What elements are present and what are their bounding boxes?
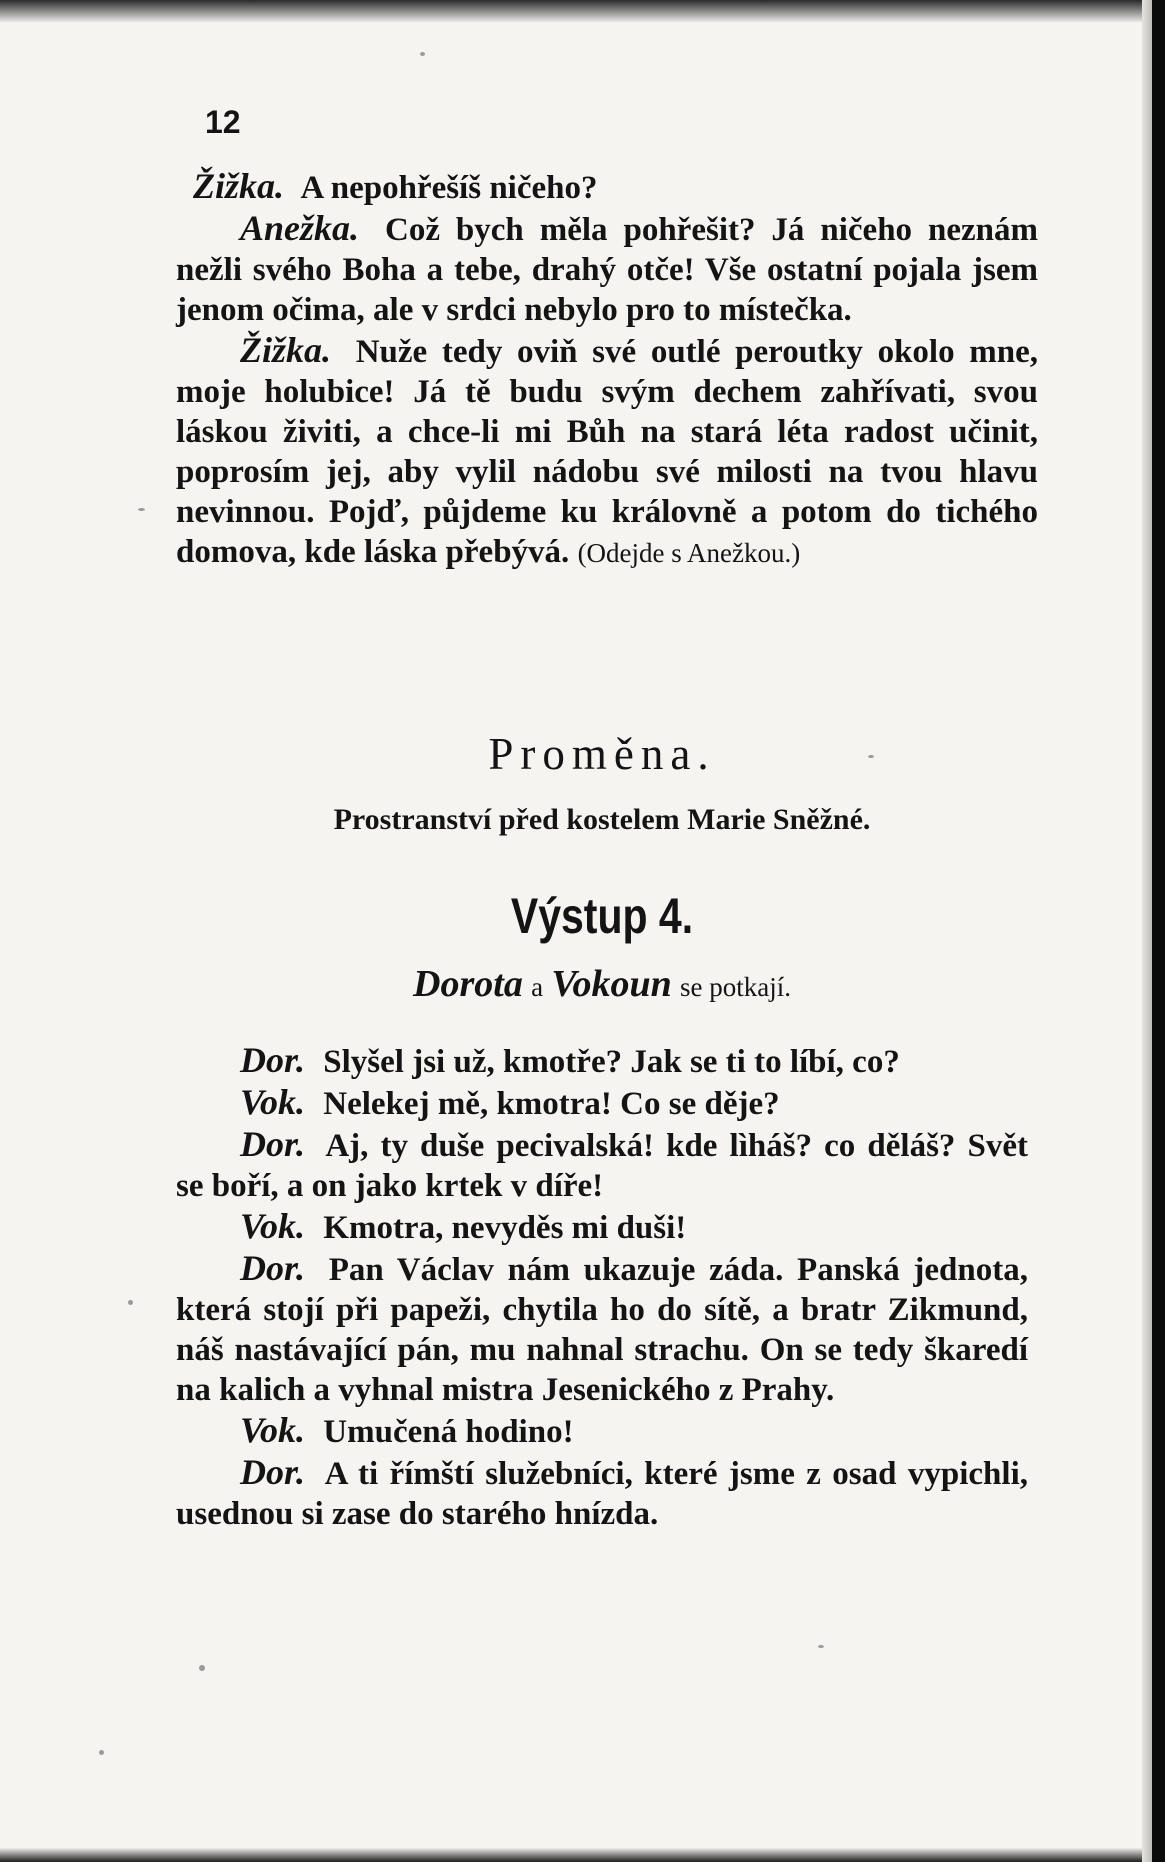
speech-text: Aj, ty duše pecivalská! kde lìháš? co děláš? Svět se boří, a on jako krtek v díře!: [176, 1128, 1028, 1204]
print-speck: [128, 1300, 133, 1305]
speaker-name: Dor.: [240, 1248, 306, 1288]
character-entry: [176, 962, 1028, 1006]
print-speck: [99, 1750, 104, 1755]
speaker-name: Dor.: [240, 1452, 306, 1492]
character-name: Dorota: [413, 963, 523, 1005]
speech-text: Nelekej mě, kmotra! Co se děje?: [323, 1086, 780, 1122]
scene-heading: Proměna.: [488, 729, 716, 779]
dialogue-line: [176, 1248, 1028, 1410]
dialogue-top: [176, 166, 1038, 573]
speaker-name: Dor.: [240, 1124, 306, 1164]
print-speck: [420, 52, 425, 56]
dialogue-line: [176, 208, 1038, 330]
speech-text: Pan Václav nám ukazuje záda. Panská jednota, která stojí při papeži, chytila ho do sítě, a bratr Zikmund, náš nastávající pán, mu nahnal strachu. On se tedy škaredí na kalich a vyhnal mistra Jesenického z Prahy.: [176, 1252, 1028, 1408]
speech-text: A ti římští služebníci, které jsme z osad vypichli, usednou si zase do starého hnízda.: [176, 1456, 1028, 1532]
dialogue-line: [176, 1082, 1028, 1124]
speech-text: Nuže tedy oviň své outlé peroutky okolo mne, moje holubice! Já tě budu svým dechem zahřívati, svou láskou živiti, a chce-li mi Bůh na stará léta radost učinit, poprosím jej, aby vylil nádobu své milosti na tvou hlavu nevinnou. Pojď, půjdeme ku královně a potom do tichého domova, kde láska přebývá.: [176, 334, 1038, 570]
dialogue-line: [176, 1410, 1028, 1452]
dialogue-line: [176, 1452, 1028, 1534]
print-speck: [138, 508, 145, 511]
speaker-name: Vok.: [240, 1082, 306, 1122]
speaker-name: Žižka.: [193, 166, 285, 206]
dialogue-line: [176, 330, 1038, 573]
character-name: Vokoun: [551, 963, 672, 1005]
conjunction: a: [531, 972, 544, 1002]
speech-text: Kmotra, nevyděs mi duši!: [323, 1210, 687, 1246]
act-heading: Výstup 4.: [510, 888, 694, 944]
dialogue-line: [176, 1124, 1028, 1206]
dialogue-line: [176, 1040, 1028, 1082]
dialogue-line: [193, 166, 1038, 208]
page-bottom-shadow: [0, 1848, 1152, 1862]
speech-text: Slyšel jsi už, kmotře? Jak se ti to líbí, co?: [323, 1044, 900, 1080]
scene-setting: Prostranství před kostelem Marie Sněžné.: [333, 803, 871, 836]
speech-text: A nepohřešíš ničeho?: [300, 170, 598, 206]
stage-direction: (Odejde s Anežkou.): [577, 538, 801, 568]
dialogue-bottom: [176, 1040, 1028, 1534]
speaker-name: Žižka.: [240, 330, 332, 370]
print-speck: [199, 1665, 205, 1671]
entry-text: se potkají.: [679, 972, 791, 1002]
print-speck: [818, 1645, 824, 1648]
speaker-name: Vok.: [240, 1410, 306, 1450]
speaker-name: Anežka.: [240, 208, 360, 248]
dialogue-line: [176, 1206, 1028, 1248]
speech-text: Umučená hodino!: [323, 1414, 574, 1450]
print-speck: [868, 755, 874, 758]
page-top-shadow: [0, 0, 1152, 22]
page-number: 12: [205, 104, 241, 140]
book-spine-shadow: [1152, 0, 1165, 1862]
speech-text: Což bych měla pohřešit? Já ničeho neznám nežli svého Boha a tebe, drahý otče! Vše ostatní pojala jsem jenom očima, ale v srdci nebylo pro to místečka.: [176, 212, 1038, 328]
speaker-name: Dor.: [240, 1040, 306, 1080]
speaker-name: Vok.: [240, 1206, 306, 1246]
